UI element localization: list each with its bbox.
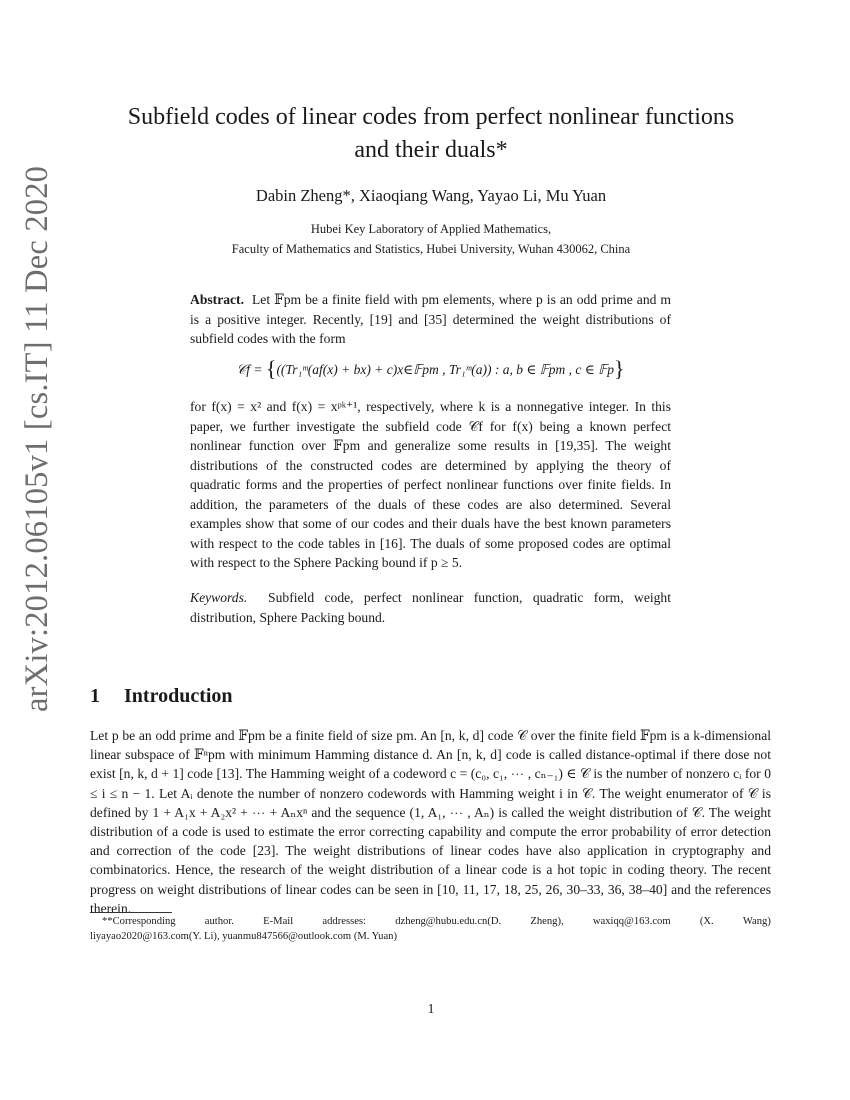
abstract-body [190,397,671,573]
footnote [90,914,771,944]
formula-lhs: 𝒞f = [236,362,266,377]
formula-body: ((Tr₁ᵐ(af(x) + bx) + c)x∈𝔽pm , Tr₁ᵐ(a)) : a, b ∈ 𝔽pm , c ∈ 𝔽p [276,362,614,377]
footnote-line-1: **Corresponding author. E-Mail addresses: dzheng@hubu.edu.cn(D. Zheng), waxiqq@163.com (X. Wang) [102,916,771,927]
affiliation-line-1: Hubei Key Laboratory of Applied Mathematics, [310,222,552,236]
keywords-text: Subfield code, perfect nonlinear function, quadratic form, weight distribution, Sphere Packing bound. [190,590,671,625]
section-number: 1 [90,685,100,707]
footnote-rule [90,912,172,913]
introduction-paragraph: Let p be an odd prime and 𝔽pm be a finite field of size pm. An [n, k, d] code 𝒞 over the finite field 𝔽pm is a k-dimensional linear subspace of 𝔽ⁿpm with minimum Hamming distance d. An [n, k, d] code is called distance-optimal if there dose not exist [n, k, d + 1] code [13]. The Hamming weight of a codeword c = (c₀, c₁, ⋯ , cₙ₋₁) ∈ 𝒞 is the number of nonzero cᵢ for 0 ≤ i ≤ n − 1. Let Aᵢ denote the number of nonzero codewords with Hamming weight i in 𝒞. The weight enumerator of 𝒞 is defined by 1 + A₁x + A₂x² + ⋯ + Aₙxⁿ and the sequence (1, A₁, ⋯ , Aₙ) is called the weight distribution of 𝒞. The weight distribution of a code is used to estimate the error correcting capability and compute the error probability of error detection and correction of the code [23]. The weight distributions of linear codes have also application in cryptography and combinatorics. Hence, the research of the weight distribution of a linear code is a hot topic in coding theory. The recent progress on weight distributions of linear codes can be seen in [10, 11, 17, 18, 25, 26, 30–33, 36, 38–40] and the references therein. [90,728,771,916]
affiliation-line-2: Faculty of Mathematics and Statistics, Hubei University, Wuhan 430062, China [231,242,631,256]
author-list: Dabin Zheng*, Xiaoqiang Wang, Yayao Li, Mu Yuan [255,186,607,205]
title-line-1: Subfield codes of linear codes from perfect nonlinear functions [127,104,735,130]
affiliation [0,219,850,259]
abstract-label: Abstract. [190,292,244,307]
section-title: Introduction [124,685,233,707]
abstract-intro-text: Let 𝔽pm be a finite field with pm elements, where p is an odd prime and m is a positive integer. Recently, [19] and [35] determined the weight distributions of subfield codes with the form [190,292,671,346]
keywords-block [190,588,671,627]
page-number: 1 [427,1001,435,1016]
footnote-line-2: liyayao2020@163.com(Y. Li), yuanmu847566@outlook.com (M. Yuan) [90,931,397,942]
title-line-2: and their duals* [354,137,508,163]
code-definition-formula: 𝒞f = {((Tr₁ᵐ(af(x) + bx) + c)x∈𝔽pm , Tr₁ᵐ(a)) : a, b ∈ 𝔽pm , c ∈ 𝔽p} [236,356,625,381]
arxiv-identifier: arXiv:2012.06105v1 [cs.IT] 11 Dec 2020 [19,165,55,712]
keywords-label: Keywords. [190,590,248,605]
paper-title [0,101,850,167]
abstract-body-text: for f(x) = x² and f(x) = xᵖᵏ⁺¹, respectively, where k is a nonnegative integer. In this paper, we further investigate the subfield code 𝒞f for f(x) being a known perfect nonlinear function over 𝔽pm and generalize some results in [19,35]. The weight distributions of the constructed codes are determined by applying the theory of quadratic forms and the properties of perfect nonlinear functions over finite fields. In addition, the parameters of the duals of these codes are also determined. Several examples show that some of our codes and their duals have the best known parameters with respect to the code tables in [16]. The duals of some proposed codes are optimal with respect to the Sphere Packing bound if p ≥ 5. [190,399,671,570]
abstract-intro [190,290,671,349]
section-heading [90,685,233,708]
